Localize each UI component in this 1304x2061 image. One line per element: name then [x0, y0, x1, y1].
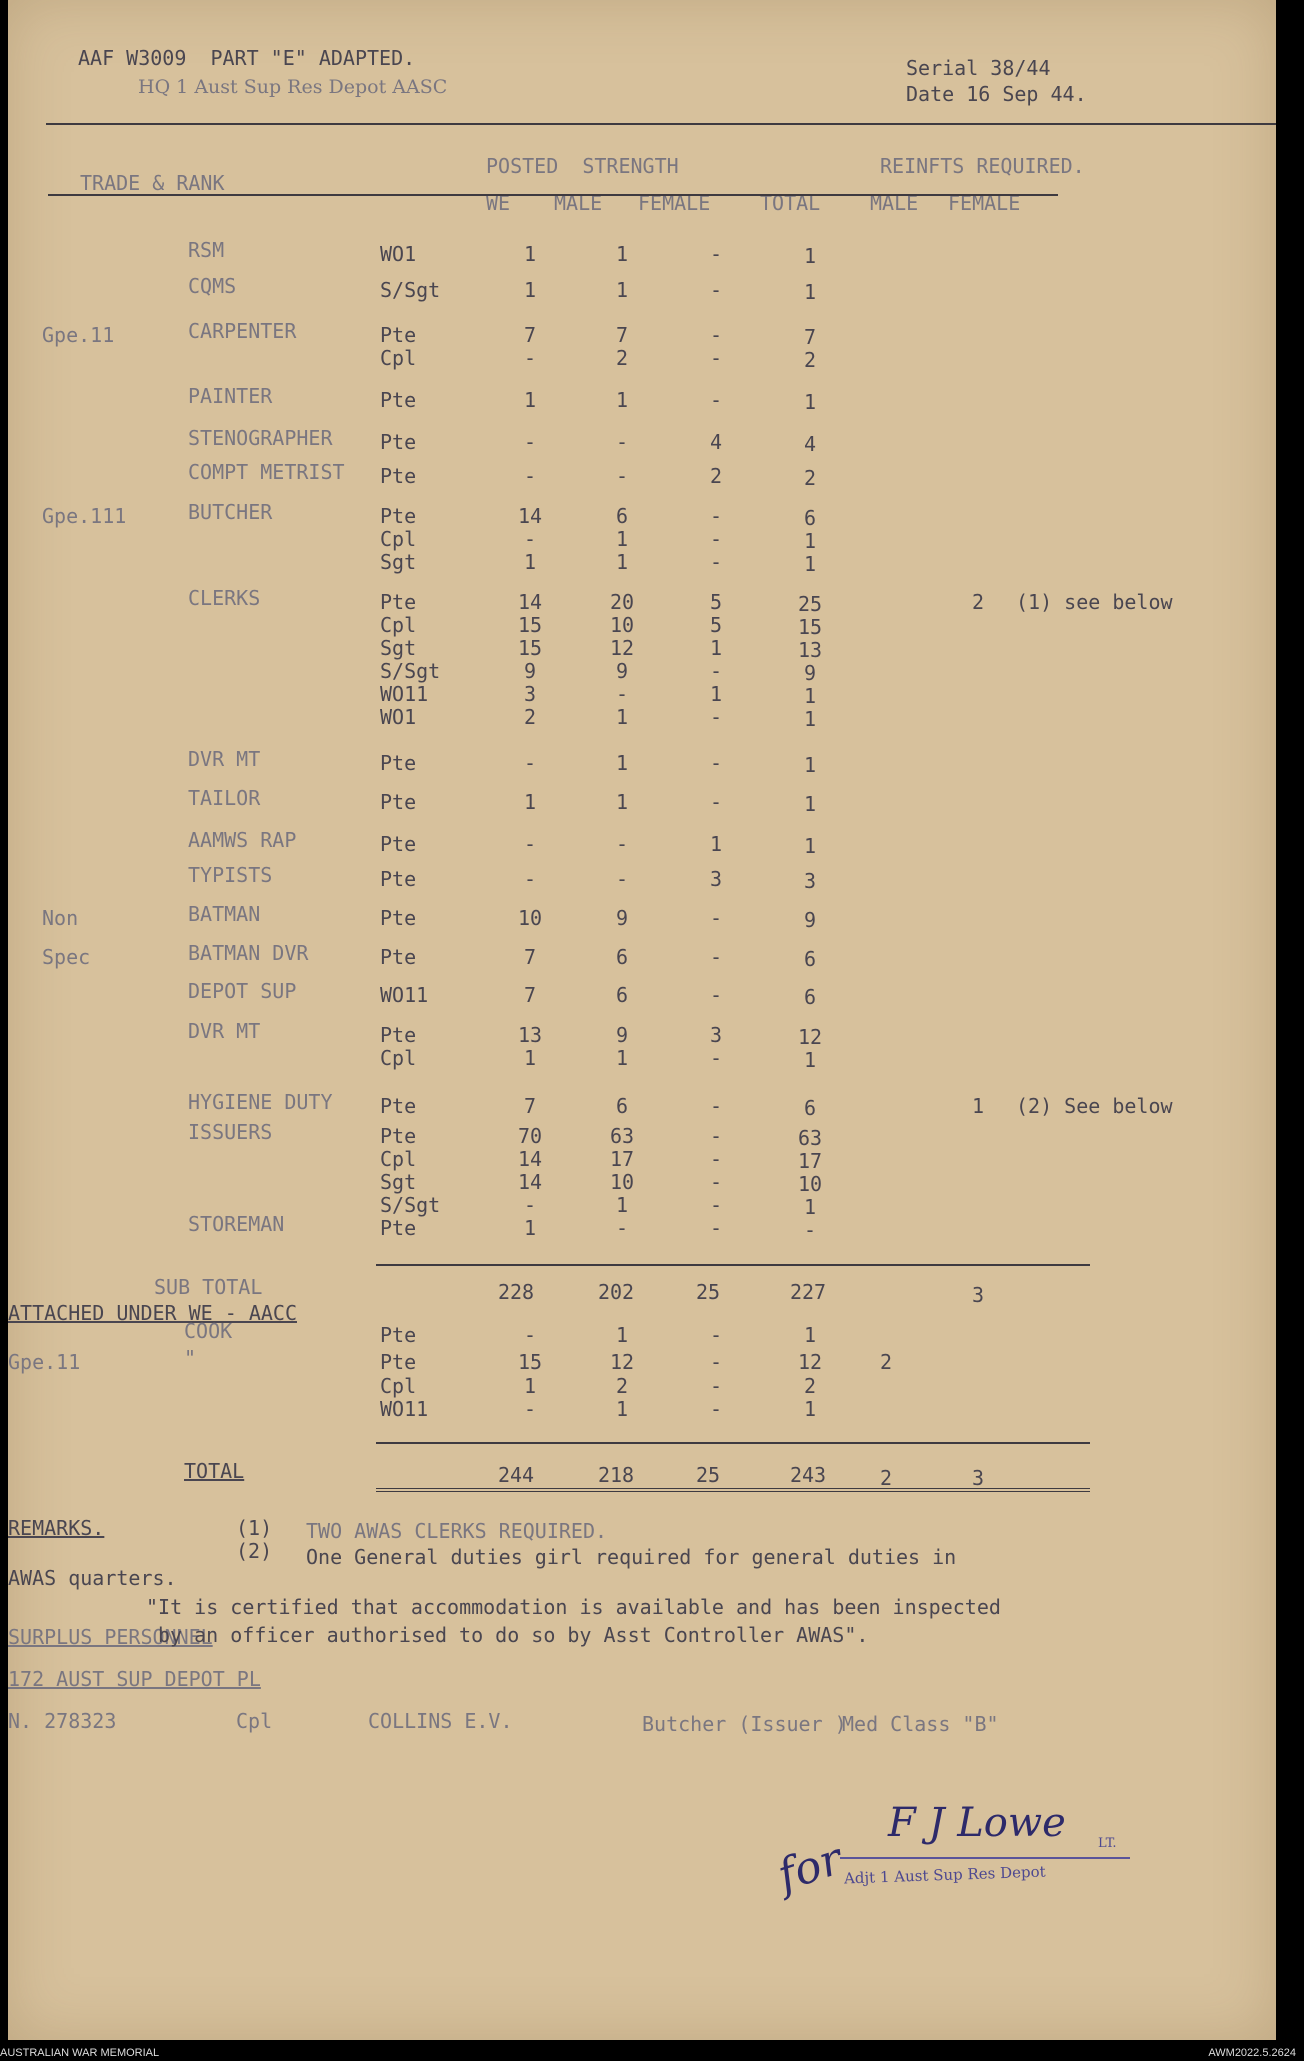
row-male: 9 [615, 1023, 629, 1047]
row-we: 70 [517, 1124, 543, 1148]
remarks-label: REMARKS. [8, 1516, 105, 1540]
row-male: 10 [609, 1170, 635, 1194]
row-total: 1 [803, 280, 817, 304]
row-we: 7 [523, 945, 537, 969]
cook-row-rank: Pte [380, 1323, 417, 1347]
row-male: 1 [615, 705, 629, 729]
row-female: - [709, 945, 723, 969]
cook-row-we: - [523, 1397, 537, 1421]
row-female: - [709, 906, 723, 930]
cook-row-male: 12 [609, 1350, 635, 1374]
row-we: 7 [523, 323, 537, 347]
row-trade: ISSUERS [188, 1120, 273, 1144]
row-male: 1 [615, 278, 629, 302]
serial-number: Serial 38/44 [906, 56, 1051, 80]
row-rank: Pte [380, 867, 417, 891]
row-we: 14 [517, 1147, 543, 1171]
row-total: 1 [803, 529, 817, 553]
row-rank: Sgt [380, 550, 417, 574]
row-we: 1 [523, 1046, 537, 1070]
cook-row-we: - [523, 1323, 537, 1347]
row-trade: TAILOR [188, 786, 261, 810]
row-we: 3 [523, 682, 537, 706]
cook-row-female: - [709, 1323, 723, 1347]
row-rank: Pte [380, 1094, 417, 1118]
col-posted-strength: POSTED STRENGTH [486, 154, 679, 178]
total-top-rule [376, 1442, 1090, 1444]
col-male: MALE [554, 191, 603, 215]
remark-2-text: One General duties girl required for general duties in [306, 1545, 957, 1569]
row-rank: WO11 [380, 983, 429, 1007]
row-total: 12 [797, 1025, 823, 1049]
row-female: - [709, 1046, 723, 1070]
person-number: N. 278323 [8, 1709, 117, 1733]
row-we: 14 [517, 504, 543, 528]
row-female: - [709, 527, 723, 551]
row-trade: HYGIENE DUTY [188, 1090, 333, 1114]
signature-for: for [771, 1833, 849, 1902]
row-male: 1 [615, 751, 629, 775]
row-we: 7 [523, 1094, 537, 1118]
row-we: 15 [517, 636, 543, 660]
row-rank: Pte [380, 1216, 417, 1240]
cook-row-reinfts-male: 2 [879, 1350, 893, 1374]
row-female: - [709, 504, 723, 528]
row-male: 1 [615, 550, 629, 574]
col-reinfts-female: FEMALE [948, 191, 1021, 215]
row-male: - [615, 464, 629, 488]
row-female: 4 [709, 430, 723, 454]
row-female: - [709, 1216, 723, 1240]
cook-row-trade: " [184, 1346, 197, 1370]
row-we: 14 [517, 1170, 543, 1194]
header-rule [46, 123, 1276, 125]
row-rank: S/Sgt [380, 659, 441, 683]
row-we: 14 [517, 590, 543, 614]
col-trade-rank: TRADE & RANK [80, 171, 225, 195]
row-rank: Pte [380, 430, 417, 454]
person-name: COLLINS E.V. [368, 1709, 513, 1733]
row-male: 63 [609, 1124, 635, 1148]
cook-row-we: 15 [517, 1350, 543, 1374]
row-we: - [523, 867, 537, 891]
total-female: 25 [695, 1463, 721, 1487]
row-group: Gpe.111 [42, 504, 127, 528]
row-rank: Pte [380, 906, 417, 930]
row-we: - [523, 832, 537, 856]
row-rank: Pte [380, 1023, 417, 1047]
row-female: 1 [709, 832, 723, 856]
row-rank: S/Sgt [380, 278, 441, 302]
total-double-rule [376, 1488, 1090, 1492]
row-group: Spec [42, 945, 91, 969]
signature-name: F J Lowe [888, 1800, 1066, 1846]
row-we: - [523, 346, 537, 370]
footer-left: AUSTRALIAN WAR MEMORIAL [0, 2047, 160, 2059]
row-we: - [523, 1193, 537, 1217]
row-we: 2 [523, 705, 537, 729]
row-total: 3 [803, 869, 817, 893]
row-total: 2 [803, 466, 817, 490]
row-female: - [709, 1170, 723, 1194]
remark-1-number: (1) [236, 1516, 273, 1540]
remark-2-continued: AWAS quarters. [8, 1566, 177, 1590]
row-rank: Pte [380, 388, 417, 412]
row-trade: DEPOT SUP [188, 979, 297, 1003]
row-female: - [709, 705, 723, 729]
row-male: 1 [615, 388, 629, 412]
row-male: 6 [615, 983, 629, 1007]
row-male: - [615, 682, 629, 706]
row-female: - [709, 983, 723, 1007]
row-female: - [709, 388, 723, 412]
certification-line-1: "It is certified that accommodation is available and has been inspected [146, 1595, 1001, 1619]
footer-right: AWM2022.5.2624 [1208, 2047, 1296, 2059]
row-we: 1 [523, 550, 537, 574]
row-female: - [709, 550, 723, 574]
row-male: 1 [615, 1193, 629, 1217]
row-we: 1 [523, 278, 537, 302]
row-note: (1) see below [1016, 590, 1173, 614]
row-male: 1 [615, 1046, 629, 1070]
row-reinfts-female: 1 [971, 1094, 985, 1118]
row-male: 20 [609, 590, 635, 614]
row-total: 1 [803, 753, 817, 777]
row-we: - [523, 751, 537, 775]
unit-name: HQ 1 Aust Sup Res Depot AASC [138, 76, 448, 98]
row-rank: WO1 [380, 242, 417, 266]
cook-row-total: 12 [797, 1350, 823, 1374]
row-male: - [615, 832, 629, 856]
row-female: - [709, 1124, 723, 1148]
row-trade: BATMAN DVR [188, 941, 309, 965]
row-male: 10 [609, 613, 635, 637]
total-label: TOTAL [184, 1459, 245, 1483]
row-rank: WO1 [380, 705, 417, 729]
row-total: 6 [803, 506, 817, 530]
row-rank: Pte [380, 790, 417, 814]
row-trade: CQMS [188, 274, 237, 298]
subtotal-label: SUB TOTAL [154, 1275, 263, 1299]
row-male: - [615, 1216, 629, 1240]
row-female: - [709, 659, 723, 683]
row-rank: Pte [380, 590, 417, 614]
row-female: 1 [709, 636, 723, 660]
row-we: 13 [517, 1023, 543, 1047]
row-we: 9 [523, 659, 537, 683]
cook-row-female: - [709, 1397, 723, 1421]
row-we: 1 [523, 1216, 537, 1240]
platoon-heading: 172 AUST SUP DEPOT PL [8, 1667, 261, 1691]
row-we: 1 [523, 790, 537, 814]
row-female: - [709, 1193, 723, 1217]
cook-row-total: 2 [803, 1374, 817, 1398]
row-trade: BATMAN [188, 902, 261, 926]
row-we: - [523, 464, 537, 488]
row-male: 12 [609, 636, 635, 660]
cook-row-female: - [709, 1350, 723, 1374]
row-rank: Pte [380, 832, 417, 856]
col-total: TOTAL [760, 191, 821, 215]
subtotal-total: 227 [789, 1280, 827, 1304]
row-rank: Sgt [380, 1170, 417, 1194]
col-reinfts-required: REINFTS REQUIRED. [880, 154, 1085, 178]
row-female: 1 [709, 682, 723, 706]
document-page [8, 0, 1276, 2040]
row-female: 3 [709, 867, 723, 891]
row-female: - [709, 278, 723, 302]
cook-row-total: 1 [803, 1397, 817, 1421]
signature-stamp-rule [840, 1857, 1130, 1859]
row-female: - [709, 1147, 723, 1171]
row-trade: BUTCHER [188, 500, 273, 524]
row-trade: DVR MT [188, 1019, 261, 1043]
row-trade: CLERKS [188, 586, 261, 610]
row-male: 2 [615, 346, 629, 370]
cook-row-trade: COOK [184, 1319, 233, 1343]
cook-row-we: 1 [523, 1374, 537, 1398]
row-female: - [709, 790, 723, 814]
row-rank: Sgt [380, 636, 417, 660]
row-trade: CARPENTER [188, 319, 297, 343]
row-rank: S/Sgt [380, 1193, 441, 1217]
row-female: - [709, 1094, 723, 1118]
subtotal-rule [376, 1264, 1090, 1266]
row-total: 63 [797, 1126, 823, 1150]
row-male: - [615, 430, 629, 454]
row-male: 17 [609, 1147, 635, 1171]
row-female: - [709, 242, 723, 266]
person-rank: Cpl [236, 1709, 273, 1733]
subtotal-we: 228 [497, 1280, 535, 1304]
row-female: 5 [709, 590, 723, 614]
row-total: 17 [797, 1149, 823, 1173]
row-total: 13 [797, 638, 823, 662]
total-reinfts-male: 2 [879, 1466, 893, 1490]
row-we: - [523, 527, 537, 551]
row-male: 6 [615, 504, 629, 528]
row-male: 6 [615, 945, 629, 969]
row-rank: Cpl [380, 527, 417, 551]
total-we: 244 [497, 1463, 535, 1487]
row-total: 1 [803, 552, 817, 576]
cook-row-male: 2 [615, 1374, 629, 1398]
row-total: 15 [797, 615, 823, 639]
row-male: 6 [615, 1094, 629, 1118]
subtotal-reinfts-female: 3 [971, 1283, 985, 1307]
row-note: (2) See below [1016, 1094, 1173, 1118]
row-female: 3 [709, 1023, 723, 1047]
row-total: 10 [797, 1172, 823, 1196]
row-total: 9 [803, 661, 817, 685]
row-we: 10 [517, 906, 543, 930]
attached-heading: ATTACHED UNDER WE - AACC [8, 1301, 297, 1325]
row-trade: TYPISTS [188, 863, 273, 887]
row-total: - [803, 1218, 817, 1242]
row-male: 9 [615, 906, 629, 930]
row-rank: Pte [380, 1124, 417, 1148]
row-male: - [615, 867, 629, 891]
row-we: 1 [523, 388, 537, 412]
row-female: 2 [709, 464, 723, 488]
cook-row-total: 1 [803, 1323, 817, 1347]
remark-2-number: (2) [236, 1539, 273, 1563]
signature-rank: LT. [1098, 1836, 1117, 1851]
cook-row-group: Gpe.11 [8, 1350, 81, 1374]
row-group: Gpe.11 [42, 323, 115, 347]
cook-row-male: 1 [615, 1323, 629, 1347]
row-total: 1 [803, 792, 817, 816]
row-rank: Pte [380, 945, 417, 969]
row-group: Non [42, 906, 79, 930]
person-med-class: Med Class "B" [842, 1712, 999, 1736]
row-trade: AAMWS RAP [188, 828, 297, 852]
row-reinfts-female: 2 [971, 590, 985, 614]
row-female: - [709, 751, 723, 775]
row-female: - [709, 346, 723, 370]
row-rank: Pte [380, 323, 417, 347]
cook-row-rank: WO11 [380, 1397, 429, 1421]
col-female: FEMALE [638, 191, 711, 215]
row-trade: PAINTER [188, 384, 273, 408]
row-male: 1 [615, 790, 629, 814]
total-reinfts-female: 3 [971, 1466, 985, 1490]
row-male: 1 [615, 527, 629, 551]
row-male: 9 [615, 659, 629, 683]
document-date: Date 16 Sep 44. [906, 82, 1087, 106]
row-rank: Cpl [380, 346, 417, 370]
cook-row-rank: Pte [380, 1350, 417, 1374]
adjutant-stamp: Adjt 1 Aust Sup Res Depot [843, 1862, 1046, 1888]
row-total: 9 [803, 908, 817, 932]
row-total: 1 [803, 390, 817, 414]
row-rank: Pte [380, 464, 417, 488]
row-we: 1 [523, 242, 537, 266]
row-female: 5 [709, 613, 723, 637]
remark-1-text: TWO AWAS CLERKS REQUIRED. [306, 1519, 608, 1543]
row-total: 1 [803, 684, 817, 708]
row-trade: STENOGRAPHER [188, 426, 333, 450]
row-male: 7 [615, 323, 629, 347]
col-reinfts-male: MALE [870, 191, 919, 215]
row-total: 6 [803, 1096, 817, 1120]
cook-row-male: 1 [615, 1397, 629, 1421]
col-we: WE [486, 191, 511, 215]
row-total: 1 [803, 834, 817, 858]
row-we: 7 [523, 983, 537, 1007]
total-total: 243 [789, 1463, 827, 1487]
row-total: 6 [803, 947, 817, 971]
column-header-rule [48, 194, 1058, 196]
surplus-personnel-heading: SURPLUS PERSONNEL [8, 1625, 213, 1649]
row-rank: Cpl [380, 1046, 417, 1070]
row-trade: STOREMAN [188, 1212, 285, 1236]
row-we: 15 [517, 613, 543, 637]
row-total: 4 [803, 432, 817, 456]
row-total: 1 [803, 1048, 817, 1072]
row-male: 1 [615, 242, 629, 266]
row-total: 7 [803, 325, 817, 349]
row-total: 1 [803, 707, 817, 731]
cook-row-rank: Cpl [380, 1374, 417, 1398]
row-rank: Pte [380, 504, 417, 528]
row-total: 25 [797, 592, 823, 616]
row-total: 1 [803, 244, 817, 268]
row-total: 6 [803, 985, 817, 1009]
cook-row-female: - [709, 1374, 723, 1398]
row-trade: RSM [188, 238, 225, 262]
certification-line-2: by an officer authorised to do so by Asst Controller AWAS". [158, 1623, 869, 1647]
total-male: 218 [597, 1463, 635, 1487]
subtotal-male: 202 [597, 1280, 635, 1304]
row-trade: COMPT METRIST [188, 460, 345, 484]
form-reference: AAF W3009 PART "E" ADAPTED. [78, 46, 416, 70]
row-we: - [523, 430, 537, 454]
row-rank: Cpl [380, 613, 417, 637]
person-trade: Butcher (Issuer ) [642, 1712, 847, 1736]
row-rank: Pte [380, 751, 417, 775]
row-rank: Cpl [380, 1147, 417, 1171]
subtotal-female: 25 [695, 1280, 721, 1304]
row-total: 2 [803, 348, 817, 372]
row-total: 1 [803, 1195, 817, 1219]
row-rank: WO11 [380, 682, 429, 706]
row-female: - [709, 323, 723, 347]
row-trade: DVR MT [188, 747, 261, 771]
